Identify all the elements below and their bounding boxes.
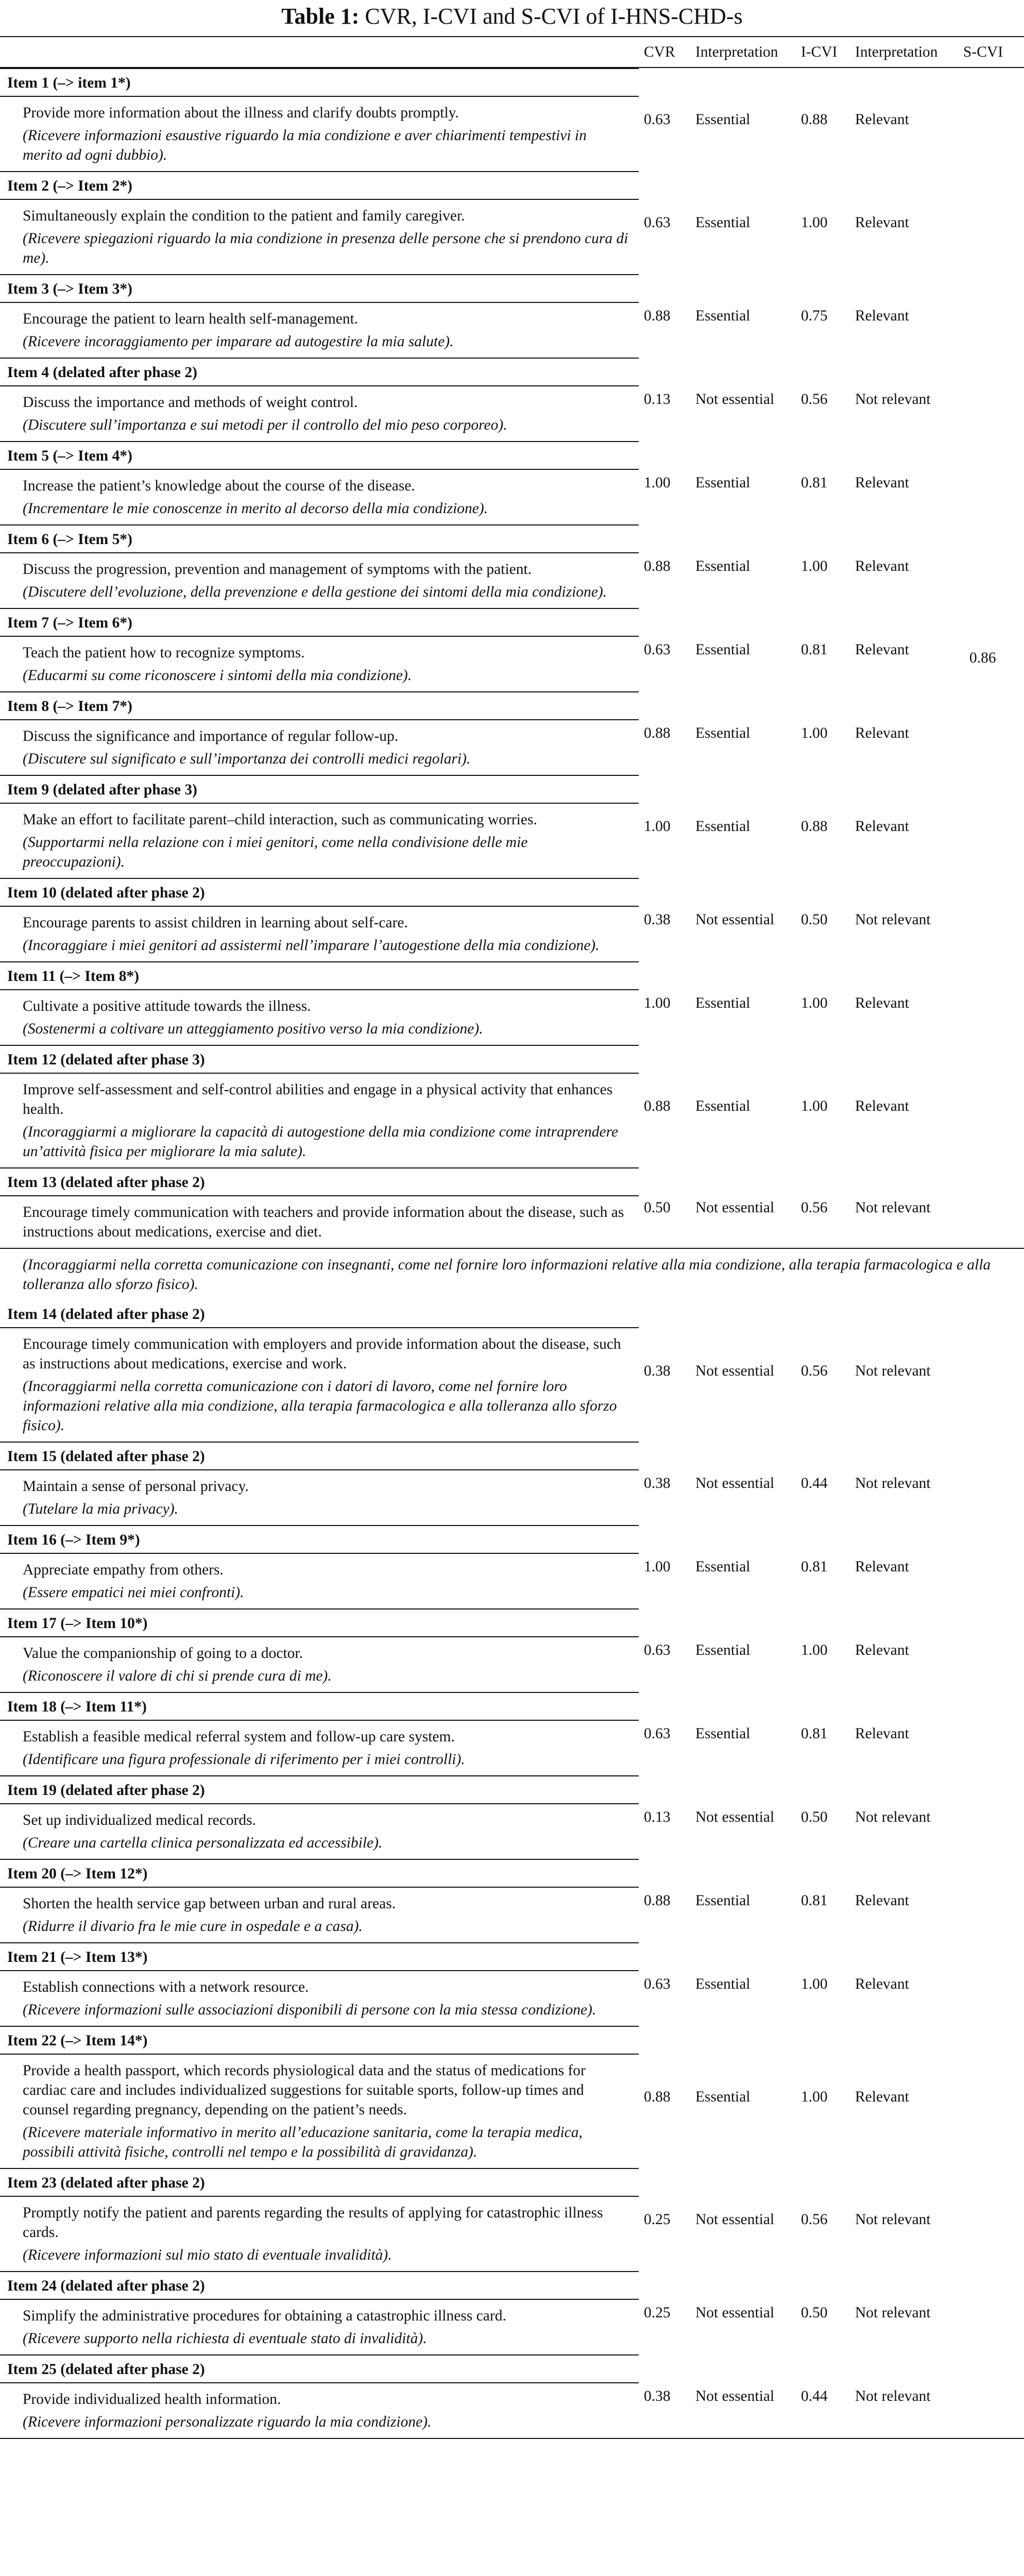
item-english-text: Set up individualized medical records. [23,1812,257,1828]
icvi-value: 0.81 [801,641,828,658]
icvi-interpretation: Not relevant [855,1475,931,1492]
item-heading: Item 4 (delated after phase 2) [0,359,639,386]
item-heading: Item 1 (–> item 1*) [0,69,639,97]
table-body [0,67,1024,2438]
cvr-value: 0.88 [644,558,671,574]
scvi-value: 0.86 [969,650,996,666]
icvi-value: 0.44 [796,2354,850,2438]
cvr-interpretation: Essential [695,818,750,835]
item-english-text: Improve self-assessment and self-control abilities and engage in a physical activity that enhances health. [23,1081,613,1117]
table-row [0,274,1024,358]
scvi-empty-cell [958,2271,1024,2354]
col-header-icvi: I-CVI [796,37,850,67]
item-italian-text: (Discutere sul significato e sull’importanza dei controlli medici regolari). [23,751,471,767]
item-italian-text: (Sostenermi a coltivare un atteggiamento positivo verso la mia condizione). [23,1021,483,1037]
item-cell [0,2354,639,2438]
item-block [0,2026,639,2168]
icvi-interpretation: Not relevant [855,911,931,928]
item-english-text: Maintain a sense of personal privacy. [23,1478,249,1495]
item-english-text: Appreciate empathy from others. [23,1562,224,1578]
item-italian-text: (Ricevere incoraggiamento per imparare ad autogestire la mia salute). [23,333,454,350]
icvi-value: 1.00 [801,1976,828,1992]
table-row [0,2168,1024,2271]
item-block [0,171,639,274]
cvr-interpretation: Essential [695,111,750,128]
item-block [0,1442,639,1525]
icvi-interpretation: Relevant [855,1976,909,1992]
table-row [0,2026,1024,2168]
item-italian-text: (Discutere dell’evoluzione, della prevenzione e della gestione dei sintomi della mia condizione). [23,584,607,600]
icvi-interpretation: Relevant [855,641,909,658]
item-italian-text: (Ricevere informazioni esaustive riguardo la mia condizione e aver chiarimenti tempestivi in merito ad ogni dubbio). [23,127,587,163]
item-italian-text: (Ricevere supporto nella richiesta di eventuale stato di invalidità). [23,2330,427,2347]
item-english-text: Increase the patient’s knowledge about the course of the disease. [23,478,415,494]
icvi-interpretation: Relevant [855,995,909,1011]
item-cell [0,1167,639,1248]
icvi-value: 0.44 [801,1475,828,1492]
icvi-interpretation: Not relevant [855,391,931,408]
table-row [0,1300,1024,1442]
cvr-value: 0.38 [644,911,671,928]
icvi-value: 0.75 [801,308,828,324]
icvi-interpretation: Relevant [855,558,909,574]
cvr-value: 0.50 [644,1199,671,1216]
item-italian-text: (Incoraggiare i miei genitori ad assistermi nell’imparare l’autogestione della mia condizione). [23,937,600,954]
cvr-value: 1.00 [644,474,671,491]
item-english-text: Teach the patient how to recognize symptoms. [23,645,305,661]
item-cell [0,358,639,441]
item-heading: Item 17 (–> Item 10*) [0,1609,639,1637]
cvr-value: 0.63 [644,641,671,658]
icvi-value: 1.00 [801,725,828,741]
item-continuation-cell [0,1248,1024,1300]
item-block [0,358,639,441]
item-cell [0,1692,639,1775]
item-cell [0,1045,639,1167]
cvr-interpretation: Essential [695,1892,750,1909]
item-english-text: Value the companionship of going to a doctor. [23,1645,303,1662]
cvr-value: 0.38 [644,1363,671,1379]
item-cell [0,691,639,775]
scvi-empty-cell [958,2354,1024,2438]
item-italian-text: (Incoraggiarmi nella corretta comunicazione con insegnanti, come nel fornire loro informazioni relative alla mia condizione, alla terapia farmacologica e alla tolleranza allo sforzo fisico). [23,1257,991,1293]
item-italian-text: (Riconoscere il valore di chi si prende cura di me). [23,1668,332,1684]
icvi-interpretation: Relevant [855,725,909,741]
item-cell [0,2271,639,2354]
item-heading: Item 5 (–> Item 4*) [0,442,639,470]
cvr-value: 0.13 [644,1809,671,1825]
icvi-interpretation: Relevant [855,818,909,835]
cvr-interpretation: Not essential [695,1809,775,1825]
icvi-interpretation: Not relevant [855,1363,931,1379]
scvi-empty-cell [958,1442,1024,1525]
cvi-table [0,36,1024,2439]
item-english-text: Make an effort to facilitate parent–child interaction, such as communicating worries. [23,811,537,828]
col-header-scvi: S-CVI [958,37,1024,67]
item-cell [0,67,639,171]
icvi-value: 0.81 [801,1892,828,1909]
cvr-value: 0.88 [644,2089,671,2105]
cvr-value: 1.00 [644,818,671,835]
item-heading: Item 6 (–> Item 5*) [0,526,639,553]
item-cell [0,1525,639,1608]
icvi-value: 1.00 [801,558,828,574]
scvi-empty-cell [958,1525,1024,1608]
col-header-cvr-interpretation: Interpretation [690,37,796,67]
item-cell [0,1859,639,1942]
item-cell [0,2026,639,2168]
item-block [0,1608,639,1692]
icvi-interpretation: Relevant [855,1642,909,1658]
table-row [0,961,1024,1045]
item-italian-text: (Discutere sull’importanza e sui metodi per il controllo del mio peso corporeo). [23,417,507,433]
header-row [0,37,1024,67]
cvr-interpretation: Essential [695,2089,750,2105]
cvr-interpretation: Essential [695,1725,750,1742]
item-block [0,878,639,961]
item-block [0,691,639,775]
icvi-value: 0.88 [801,111,828,128]
item-heading: Item 19 (delated after phase 2) [0,1776,639,1804]
table-row [0,67,1024,171]
cvr-interpretation: Essential [695,1558,750,1575]
item-block [0,775,639,878]
icvi-interpretation: Not relevant [850,2354,958,2438]
cvr-value: 0.63 [644,1976,671,1992]
icvi-value: 1.00 [801,1098,828,1114]
table-row [0,1859,1024,1942]
item-italian-text: (Incoraggiarmi a migliorare la capacità di autogestione della mia condizione come intraprendere un’attività fisica per migliorare la mia salute). [23,1124,619,1160]
scvi-empty-cell [958,1775,1024,1859]
scvi-empty-cell [958,1859,1024,1942]
icvi-interpretation: Relevant [855,1558,909,1575]
item-block [0,1775,639,1859]
item-heading: Item 12 (delated after phase 3) [0,1046,639,1074]
item-cell [0,1442,639,1525]
table-row [0,1167,1024,1248]
cvr-interpretation: Not essential [695,1363,775,1379]
item-heading: Item 23 (delated after phase 2) [0,2169,639,2197]
cvr-interpretation: Essential [695,995,750,1011]
cvr-interpretation: Not essential [695,2211,775,2228]
item-cell [0,524,639,608]
cvr-value: 0.63 [644,1642,671,1658]
item-italian-text: (Identificare una figura professionale di riferimento per i miei controlli). [23,1751,465,1768]
item-italian-text: (Ricevere informazioni sul mio stato di eventuale invalidità). [23,2247,392,2263]
icvi-value: 1.00 [801,2089,828,2105]
cvr-interpretation: Not essential [695,391,775,408]
cvr-value: 0.13 [644,391,671,408]
item-heading: Item 18 (–> Item 11*) [0,1693,639,1721]
icvi-value: 0.88 [801,818,828,835]
scvi-empty-cell [958,1692,1024,1775]
item-heading: Item 11 (–> Item 8*) [0,962,639,990]
item-english-text: Encourage parents to assist children in learning about self-care. [23,914,408,931]
item-heading: Item 13 (delated after phase 2) [0,1168,639,1196]
item-english-text: Encourage timely communication with teachers and provide information about the disease, such as instructions about medications, exercise and diet. [23,1204,624,1240]
icvi-value: 0.50 [801,2304,828,2321]
icvi-interpretation: Relevant [855,474,909,491]
item-block [0,1942,639,2026]
cvr-value: 0.38 [644,1475,671,1492]
scvi-empty-cell [958,1300,1024,1442]
table-row [0,2271,1024,2354]
table-row [0,1525,1024,1608]
cvr-interpretation: Not essential [695,2304,775,2321]
item-heading: Item 24 (delated after phase 2) [0,2272,639,2300]
cvr-interpretation: Not essential [695,1199,775,1216]
item-cell [0,608,639,691]
table-row [0,1942,1024,2026]
item-italian-text: (Ricevere informazioni personalizzate riguardo la mia condizione). [23,2414,432,2430]
table-row [0,2354,1024,2438]
scvi-empty-cell [958,2026,1024,2168]
item-block [0,2168,639,2271]
cvr-interpretation: Essential [695,558,750,574]
icvi-interpretation: Relevant [855,214,909,231]
item-block [0,2271,639,2354]
icvi-value: 0.56 [801,1363,828,1379]
icvi-interpretation: Not relevant [855,1199,931,1216]
icvi-value: 1.00 [801,214,828,231]
item-english-text: Establish a feasible medical referral system and follow-up care system. [23,1728,455,1745]
item-heading: Item 8 (–> Item 7*) [0,692,639,720]
icvi-interpretation: Relevant [855,1098,909,1114]
cvr-interpretation: Essential [695,1098,750,1114]
item-block [0,1045,639,1167]
icvi-value: 0.81 [801,1558,828,1575]
item-cell [0,2168,639,2271]
cvr-interpretation: Essential [695,474,750,491]
item-block [0,1167,639,1248]
item-heading: Item 21 (–> Item 13*) [0,1943,639,1971]
item-english-text: Provide individualized health information. [23,2391,281,2408]
item-block [0,1692,639,1775]
icvi-interpretation: Relevant [855,308,909,324]
cvr-interpretation: Not essential [690,2354,796,2438]
cvr-value: 0.88 [644,725,671,741]
table-row [0,1608,1024,1692]
item-heading: Item 3 (–> Item 3*) [0,275,639,303]
item-cell [0,878,639,961]
item-block [0,68,639,171]
item-block [0,608,639,691]
cvr-value: 0.38 [639,2354,690,2438]
table-title [0,2,1024,31]
col-header-cvr: CVR [639,37,690,67]
icvi-interpretation: Not relevant [855,1809,931,1825]
item-english-text: Shorten the health service gap between urban and rural areas. [23,1895,396,1912]
item-cell [0,171,639,274]
item-cell [0,1942,639,2026]
item-heading: Item 2 (–> Item 2*) [0,172,639,200]
icvi-value: 0.56 [801,2211,828,2228]
item-heading: Item 15 (delated after phase 2) [0,1443,639,1470]
cvr-value: 0.63 [644,1725,671,1742]
item-continuation [0,1248,1024,1300]
item-cell [0,1300,639,1442]
table-row [0,1775,1024,1859]
icvi-interpretation: Not relevant [855,2304,931,2321]
table-row [0,691,1024,775]
item-italian-text: (Ridurre il divario fra le mie cure in ospedale e a casa). [23,1918,363,1935]
item-italian-text: (Tutelare la mia privacy). [23,1501,179,1517]
icvi-value: 0.50 [801,1809,828,1825]
scvi-empty-cell [958,1608,1024,1692]
item-italian-text: (Essere empatici nei miei confronti). [23,1584,244,1601]
cvr-value: 1.00 [644,995,671,1011]
item-block [0,961,639,1045]
icvi-interpretation: Relevant [855,1725,909,1742]
icvi-interpretation: Relevant [855,1892,909,1909]
item-italian-text: (Incrementare le mie conoscenze in merito al decorso della mia condizione). [23,500,488,517]
table-title-text: CVR, I-CVI and S-CVI of I-HNS-CHD-s [365,4,743,29]
cvr-interpretation: Essential [695,641,750,658]
item-heading: Item 14 (delated after phase 2) [0,1300,639,1328]
cvr-interpretation: Essential [695,214,750,231]
table-row [0,1045,1024,1167]
cvr-interpretation: Not essential [695,1475,775,1492]
item-block [0,274,639,358]
item-italian-text: (Supportarmi nella relazione con i miei genitori, come nella condivisione delle mie preoccupazioni). [23,834,528,870]
icvi-value: 0.50 [801,911,828,928]
icvi-value: 0.56 [801,1199,828,1216]
cvr-interpretation: Essential [695,1976,750,1992]
item-heading: Item 25 (delated after phase 2) [0,2355,639,2383]
item-heading: Item 7 (–> Item 6*) [0,609,639,637]
item-heading: Item 22 (–> Item 14*) [0,2027,639,2055]
item-english-text: Simultaneously explain the condition to the patient and family caregiver. [23,208,465,224]
item-heading: Item 10 (delated after phase 2) [0,879,639,907]
scvi-empty-cell [958,1942,1024,2026]
table-row [0,775,1024,878]
table-row [0,171,1024,274]
icvi-value: 0.81 [801,474,828,491]
cvr-value: 0.88 [644,1098,671,1114]
item-heading: Item 9 (delated after phase 3) [0,776,639,804]
item-block [0,2354,639,2438]
col-header-item [0,37,639,67]
cvr-value: 0.25 [644,2211,671,2228]
item-cell [0,274,639,358]
cvr-value: 0.88 [644,1892,671,1909]
item-cell [0,1608,639,1692]
item-english-text: Discuss the importance and methods of weight control. [23,394,358,411]
item-english-text: Provide a health passport, which records physiological data and the status of medications for cardiac care and includes individualized suggestions for suitable sports, follow-up times and counsel regarding pregnancy, depending on the patient’s needs. [23,2062,586,2118]
item-italian-text: (Creare una cartella clinica personalizzata ed accessibile). [23,1835,383,1851]
cvr-value: 0.88 [644,308,671,324]
table-row [0,441,1024,524]
item-block [0,524,639,608]
item-block [0,1859,639,1942]
cvr-interpretation: Essential [695,308,750,324]
item-italian-text: (Ricevere materiale informativo in merito all’educazione sanitaria, come la terapia medica, possibili attività fisiche, controlli nel tempo e la possibilità di gravidanza). [23,2124,583,2160]
item-block [0,1300,639,1442]
item-block [0,1525,639,1608]
item-english-text: Discuss the progression, prevention and management of symptoms with the patient. [23,561,532,578]
cvr-value: 0.25 [644,2304,671,2321]
table-row [0,358,1024,441]
icvi-interpretation: Relevant [855,2089,909,2105]
cvr-interpretation: Not essential [695,911,775,928]
table-title-label: Table 1: [281,4,360,29]
item-english-text: Encourage the patient to learn health self-management. [23,311,359,327]
table-row [0,524,1024,608]
cvr-value: 1.00 [644,1558,671,1575]
item-italian-text: (Incoraggiarmi nella corretta comunicazione con i datori di lavoro, come nel fornire loro informazioni relative alla mia condizione, alla terapia farmacologica e alla tolleranza allo sforzo fisico). [23,1378,617,1434]
item-english-text: Provide more information about the illness and clarify doubts promptly. [23,105,459,121]
item-italian-text: (Ricevere spiegazioni riguardo la mia condizione in presenza delle persone che si prendono cura di me). [23,230,628,266]
item-block [0,441,639,524]
item-italian-text: (Educarmi su come riconoscere i sintomi della mia condizione). [23,667,412,684]
item-english-text: Establish connections with a network resource. [23,1979,309,1995]
item-cell [0,441,639,524]
icvi-interpretation: Not relevant [855,2211,931,2228]
icvi-value: 1.00 [801,995,828,1011]
item-italian-text: (Ricevere informazioni sulle associazioni disponibili di persone con la mia stessa condizione). [23,2002,596,2018]
icvi-interpretation: Relevant [855,111,909,128]
table-row [0,1692,1024,1775]
col-header-icvi-interpretation: Interpretation [850,37,958,67]
cvr-interpretation: Essential [695,725,750,741]
item-cell [0,961,639,1045]
item-english-text: Cultivate a positive attitude towards the illness. [23,998,311,1014]
item-cell [0,775,639,878]
icvi-value: 0.56 [801,391,828,408]
icvi-value: 1.00 [801,1642,828,1658]
item-english-text: Simplify the administrative procedures for obtaining a catastrophic illness card. [23,2308,506,2324]
scvi-empty-cell [958,2168,1024,2271]
item-cell [0,1775,639,1859]
item-heading: Item 20 (–> Item 12*) [0,1860,639,1888]
item-english-text: Discuss the significance and importance of regular follow-up. [23,728,399,744]
table-row [0,878,1024,961]
cvr-value: 0.63 [644,111,671,128]
cvr-value: 0.63 [644,214,671,231]
table-row [0,1442,1024,1525]
item-english-text: Encourage timely communication with employers and provide information about the disease, such as instructions about medications, exercise and work. [23,1336,621,1372]
icvi-value: 0.81 [801,1725,828,1742]
item-heading: Item 16 (–> Item 9*) [0,1526,639,1554]
item-english-text: Promptly notify the patient and parents regarding the results of applying for catastrophic illness cards. [23,2205,603,2241]
table-row-continuation [0,1248,1024,1300]
cvr-interpretation: Essential [695,1642,750,1658]
table-row [0,608,1024,691]
